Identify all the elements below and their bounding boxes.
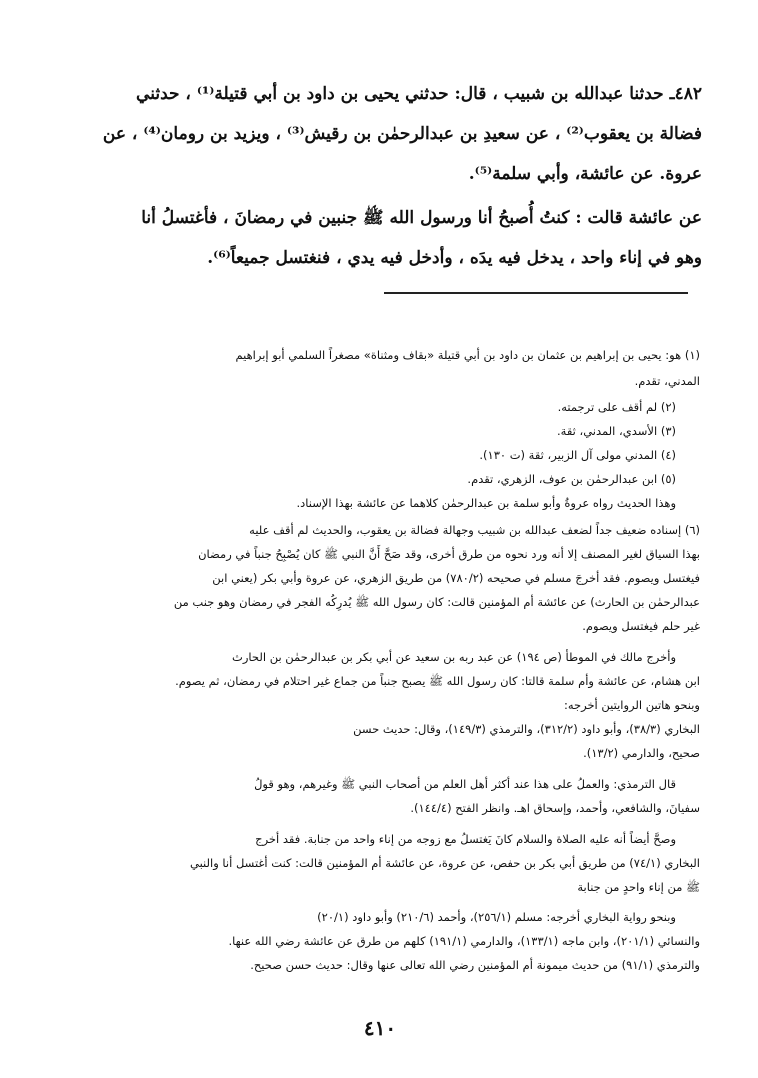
footnote-line: وأخرج مالك في الموطأ (ص ١٩٤) عن عبد ربه بن سعيد عن أبي بكر بن عبدالرحمٰن بن الحارث [232, 650, 676, 664]
footnote-line: سفيانَ، والشافعي، وأحمد، وإسحاق اهـ. وانظر الفتح (١٤٤/٤). [410, 801, 700, 815]
text-line: عن عائشة قالت : كنتُ أُصبحُ أنا ورسول الله ﷺ جنبين في رمضانَ ، فأغتسلُ أنا [141, 208, 702, 228]
footnote-line: المدني، تقدم. [634, 374, 700, 388]
chain-line: عروة. عن عائشة، وأبي سلمة⁽⁵⁾. [468, 164, 702, 184]
footnote-line: غير حلم فيغتسل ويصوم. [582, 619, 700, 633]
footnote-line: (٣) الأسدي، المدني، ثقة. [557, 424, 676, 438]
footnote-line: ابن هشام، عن عائشة وأم سلمة قالتا: كان رسول الله ﷺ يصبح جنباً من جماع غير احتلام في رمضان، ثم يصوم. [175, 674, 700, 688]
footnote-line: وبنحو رواية البخاري أخرجه: مسلم (٢٥٦/١)، وأحمد (٢١٠/٦) وأبو داود (٢٠/١) [317, 910, 676, 924]
footnote-line: وصحَّ أيضاً أنه عليه الصلاة والسلام كانَ يَغتسلُ مع زوجه من إناء واحد من جنابة. فقد أخرج [255, 832, 676, 846]
footnote-line: بهذا السياق لغير المصنف إلا أنه ورد نحوه من طرق أخرى، وقد صَحَّ أَنَّ النبي ﷺ كان يُصْبِحُ جنباً في رمضان [198, 547, 700, 561]
footnote-line: والنسائي (٢٠١/١)، وابن ماجه (١٣٣/١)، والدارمي (١٩١/١) كلهم من طرق عن عائشة رضي الله عنها. [228, 934, 700, 948]
footnote-line: (٤) المدني مولى آل الزبير، ثقة (ت ١٣٠). [479, 448, 676, 462]
footnote-line: قال الترمذي: والعملُ على هذا عند أكثر أهل العلم من أصحاب النبي ﷺ وغيرهم، وهو قولُ [254, 777, 676, 791]
footnote-line: (٢) لم أقف على ترجمته. [557, 400, 676, 414]
footnote-line: (٥) ابن عبدالرحمٰن بن عوف، الزهري، تقدم. [467, 472, 676, 486]
footnote-line: وبنحو هاتين الروايتين أخرجه: [563, 698, 700, 712]
chain-line: فضالة بن يعقوب⁽²⁾ ، عن سعيدِ بن عبدالرحمٰن بن رقيش⁽³⁾ ، ويزيد بن رومان⁽⁴⁾ ، عن [102, 124, 702, 144]
footnote-line: والترمذي (٩١/١) من حديث ميمونة أم المؤمنين رضي الله تعالى عنها وقال: حديث حسن صحيح. [250, 958, 700, 972]
footnote-line: (١) هو: يحيى بن إبراهيم بن عثمان بن داود بن أبي قتيلة «بقاف ومثناة» مصغراً السلمي أبو إبراهيم [235, 348, 700, 362]
text-line: وهو في إناء واحد ، يدخل فيه يدَه ، وأدخل فيه يدي ، فنغتسل جميعاً⁽⁶⁾. [207, 248, 702, 268]
footnote-line: البخاري (٣٨/٣)، وأبو داود (٣١٢/٢)، والترمذي (١٤٩/٣)، وقال: حديث حسن [353, 722, 700, 736]
hadith-chain [74, 74, 702, 194]
page-number: ٤١٠ [363, 1016, 397, 1040]
chain-line: ٤٨٢ـ حدثنا عبدالله بن شبيب ، قال: حدثني يحيى بن داود بن أبي قتيلة⁽¹⁾ ، حدثني [136, 84, 702, 104]
footnote-line: ﷺ من إناء واحدٍ من جنابة [577, 880, 700, 894]
footnote-line: فيغتسل ويصوم. فقد أخرجَ مسلم في صحيحه (٧٨٠/٢) من طريق الزهري، عن عروة وأبي بكر (يعني ابن [212, 571, 700, 585]
footnote-divider [384, 292, 688, 294]
footnote-line: (٦) إسناده ضعيف جداً لضعف عبدالله بن شبيب وجهالة فضالة بن يعقوب، والحديث لم أقف عليه [249, 523, 700, 537]
footnote-line: وهذا الحديث رواه عروةُ وأبو سلمة بن عبدالرحمٰن كلاهما عن عائشة بهذا الإسناد. [296, 496, 676, 510]
hadith-text [74, 198, 702, 278]
footnote-line: عبدالرحمٰن بن الحارث) عن عائشة أم المؤمنين قالت: كان رسول الله ﷺ يُدرِكُه الفجر في رمضان وهو جنب من [173, 595, 700, 609]
footnote-line: صحيح، والدارمي (١٣/٢). [583, 746, 700, 760]
footnote-line: البخاري (٧٤/١) من طريق أبي بكر بن حفص، عن عروة، عن عائشة أم المؤمنين قالت: كنت أغتسل أنا والنبي [189, 856, 700, 870]
